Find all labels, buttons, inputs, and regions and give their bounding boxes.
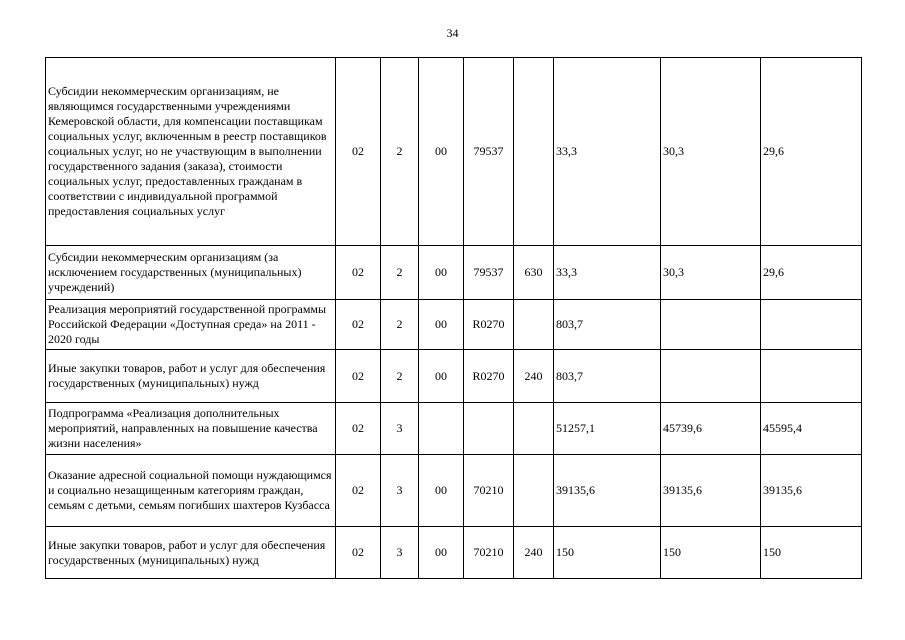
row-value-1: 33,3 [554, 246, 661, 300]
row-expense-type [514, 300, 554, 350]
row-description: Оказание адресной социальной помощи нуждающимся и социально незащищенным категориям граждан, семьям с детьми, семьям погибших шахтеров Кузбасса [46, 455, 336, 527]
row-value-3: 29,6 [761, 246, 862, 300]
table-row [46, 246, 862, 300]
row-subsection: 3 [381, 455, 419, 527]
row-subsection: 2 [381, 350, 419, 403]
table-row [46, 403, 862, 455]
row-program: 00 [419, 300, 464, 350]
row-expense-type [514, 58, 554, 246]
row-expense-type [514, 455, 554, 527]
row-value-3: 150 [761, 527, 862, 579]
row-value-3: 39135,6 [761, 455, 862, 527]
row-program [419, 403, 464, 455]
row-article: R0270 [464, 350, 514, 403]
row-article [464, 403, 514, 455]
row-section: 02 [336, 246, 381, 300]
row-value-3: 29,6 [761, 58, 862, 246]
row-section: 02 [336, 300, 381, 350]
row-section: 02 [336, 403, 381, 455]
row-value-2: 150 [661, 527, 761, 579]
row-value-2: 45739,6 [661, 403, 761, 455]
row-value-2: 30,3 [661, 58, 761, 246]
row-value-3 [761, 300, 862, 350]
row-value-1: 51257,1 [554, 403, 661, 455]
row-program: 00 [419, 455, 464, 527]
table-row [46, 455, 862, 527]
row-subsection: 2 [381, 58, 419, 246]
budget-table [45, 57, 862, 579]
row-article: R0270 [464, 300, 514, 350]
row-value-1: 150 [554, 527, 661, 579]
row-section: 02 [336, 350, 381, 403]
row-value-2: 39135,6 [661, 455, 761, 527]
row-expense-type: 240 [514, 350, 554, 403]
row-value-3: 45595,4 [761, 403, 862, 455]
table-row [46, 527, 862, 579]
row-section: 02 [336, 527, 381, 579]
row-article: 79537 [464, 246, 514, 300]
row-value-2: 30,3 [661, 246, 761, 300]
row-value-1: 39135,6 [554, 455, 661, 527]
row-article: 70210 [464, 527, 514, 579]
row-subsection: 2 [381, 246, 419, 300]
row-program: 00 [419, 527, 464, 579]
row-description: Иные закупки товаров, работ и услуг для обеспечения государственных (муниципальных) нужд [46, 350, 336, 403]
row-value-2 [661, 300, 761, 350]
row-article: 70210 [464, 455, 514, 527]
row-subsection: 3 [381, 527, 419, 579]
row-subsection: 3 [381, 403, 419, 455]
row-value-3 [761, 350, 862, 403]
row-description: Субсидии некоммерческим организациям, не являющимся государственными учреждениями Кемеровской области, для компенсации поставщикам социальных услуг, включенным в реестр поставщиков социальных услуг, но не участвующим в выполнении государственного задания (заказа), стоимости социальных услуг, предоставленных гражданам в соответствии с индивидуальной программой предоставления социальных услуг [46, 58, 336, 246]
row-value-2 [661, 350, 761, 403]
page-number: 34 [446, 26, 459, 40]
row-section: 02 [336, 58, 381, 246]
table-row [46, 350, 862, 403]
table-row [46, 58, 862, 246]
row-program: 00 [419, 246, 464, 300]
table-row [46, 300, 862, 350]
row-description: Реализация мероприятий государственной программы Российской Федерации «Доступная среда» на 2011 - 2020 годы [46, 300, 336, 350]
row-value-1: 33,3 [554, 58, 661, 246]
row-section: 02 [336, 455, 381, 527]
row-expense-type [514, 403, 554, 455]
row-program: 00 [419, 350, 464, 403]
row-expense-type: 630 [514, 246, 554, 300]
row-program: 00 [419, 58, 464, 246]
row-description: Иные закупки товаров, работ и услуг для обеспечения государственных (муниципальных) нужд [46, 527, 336, 579]
row-description: Субсидии некоммерческим организациям (за исключением государственных (муниципальных) учреждений) [46, 246, 336, 300]
row-value-1: 803,7 [554, 350, 661, 403]
row-value-1: 803,7 [554, 300, 661, 350]
row-article: 79537 [464, 58, 514, 246]
row-expense-type: 240 [514, 527, 554, 579]
row-subsection: 2 [381, 300, 419, 350]
row-description: Подпрограмма «Реализация дополнительных мероприятий, направленных на повышение качества жизни населения» [46, 403, 336, 455]
